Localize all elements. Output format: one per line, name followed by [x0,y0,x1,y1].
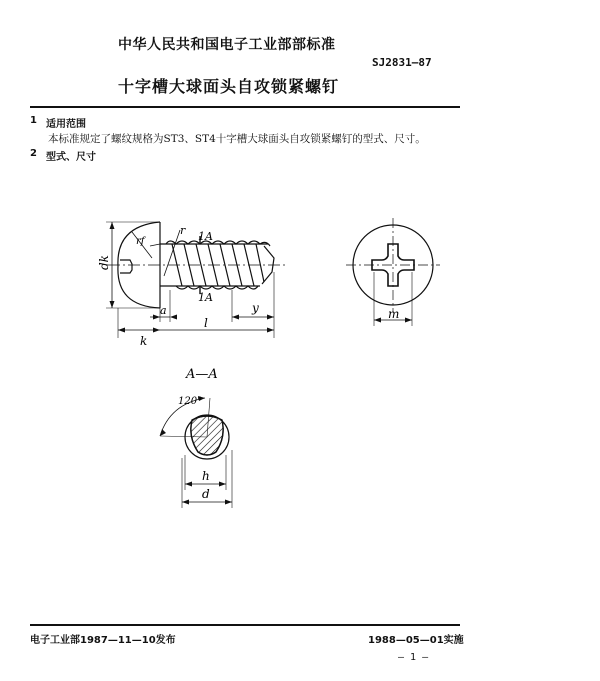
standard-number: SJ2831—87 [372,56,432,69]
label-y: y [252,301,259,315]
label-angle: 120° [178,396,203,407]
section-title-aa: A—A [186,367,218,382]
label-a: a [160,304,167,317]
section-2-number: 2 [30,148,37,159]
label-h: h [202,469,210,483]
side-view [106,222,285,338]
section-1-number: 1 [30,115,37,126]
recess-notch [120,260,132,273]
section-2-title: 型式、尺寸 [46,152,96,163]
label-rf: rf [136,236,145,247]
footer-rule [30,624,460,626]
section-1-title: 适用范围 [46,119,86,130]
issue-date: 电子工业部1987—11—10发布 [30,635,176,646]
section-view [160,398,232,508]
section-arrows [160,396,232,505]
label-l: l [204,316,208,330]
section-1-text: 本标准规定了螺纹规格为ST3、ST4十字槽大球面头自攻锁紧螺钉的型式、尺寸。 [48,133,426,145]
effective-date: 1988—05—01实施 [368,635,464,646]
label-m: m [388,307,400,321]
label-d: d [202,487,210,501]
label-dk: dk [97,255,111,270]
page-number: — 1 — [398,652,429,663]
standard-title: 十字槽大球面头自攻锁紧螺钉 [118,77,340,96]
section-mark-bottom: 1A [198,291,213,304]
issuing-organization: 中华人民共和国电子工业部部标准 [118,37,336,53]
section-mark-top: 1A [198,230,213,243]
label-k: k [140,334,148,348]
label-r: r [180,224,186,237]
